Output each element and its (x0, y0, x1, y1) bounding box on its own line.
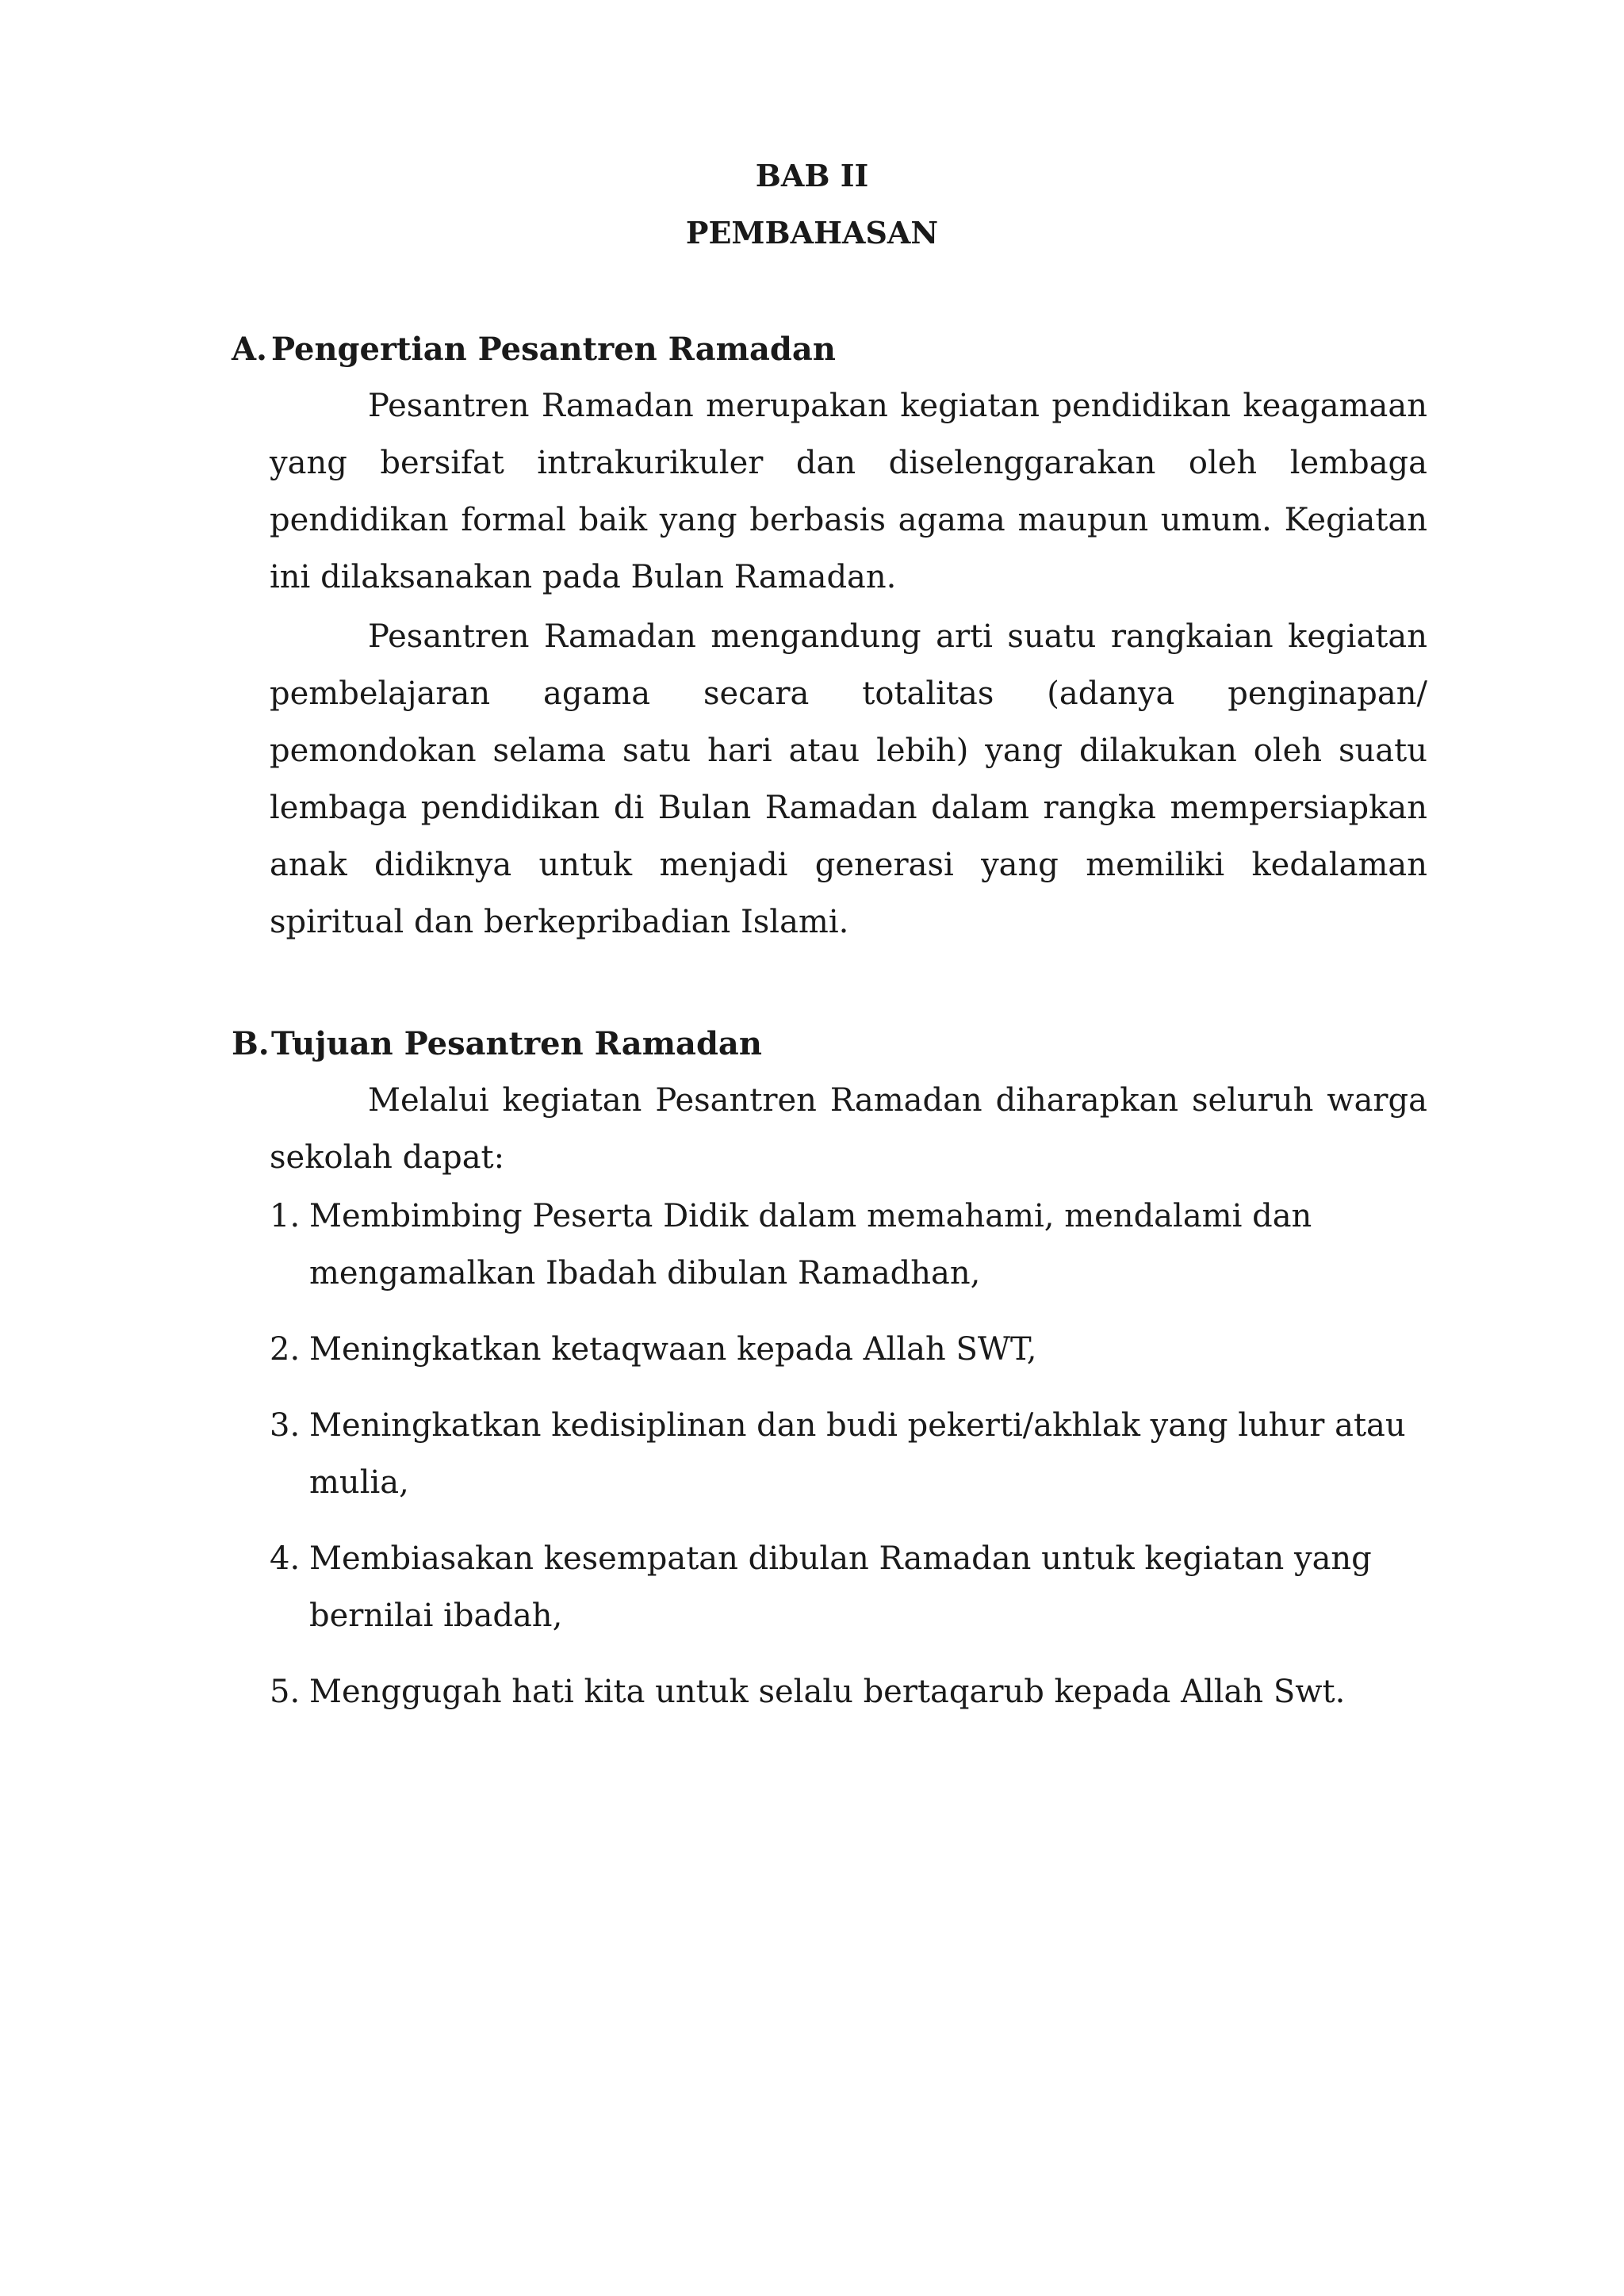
section-a-paragraph-1: Pesantren Ramadan merupakan kegiatan pendidikan keagamaan yang bersifat intrakurikuler dan diselenggarakan oleh lembaga pendidikan formal baik yang berbasis agama maupun umum. Kegiatan ini dilaksanakan pada Bulan Ramadan. (270, 388, 1427, 595)
chapter-number: BAB II (755, 158, 869, 193)
list-item-number: 5. (270, 1674, 301, 1710)
list-item-text: Meningkatkan ketaqwaan kepada Allah SWT, (309, 1331, 1037, 1368)
list-item-number: 3. (270, 1407, 301, 1444)
section-a-heading (232, 331, 836, 368)
section-b-letter: B. (232, 1025, 270, 1062)
list-item-number: 1. (270, 1198, 301, 1234)
list-item (270, 1397, 1443, 1511)
section-a-paragraph-2: Pesantren Ramadan mengandung arti suatu rangkaian kegiatan pembelajaran agama secara totalitas (adanya penginapan/ pemondokan selama satu hari atau lebih) yang dilakukan oleh suatu lembaga pendidikan di Bulan Ramadan dalam rangka mempersiapkan anak didiknya untuk menjadi generasi yang memiliki kedalaman spiritual dan berkepribadian Islami. (270, 618, 1427, 940)
section-b-title: Tujuan Pesantren Ramadan (271, 1025, 762, 1062)
section-b-heading (232, 1025, 762, 1062)
list-item (270, 1321, 1443, 1378)
list-item-number: 4. (270, 1540, 301, 1577)
list-item-text: Meningkatkan kedisiplinan dan budi pekerti/akhlak yang luhur atau mulia, (309, 1407, 1406, 1501)
list-item (270, 1530, 1443, 1644)
section-b-intro: Melalui kegiatan Pesantren Ramadan diharapkan seluruh warga sekolah dapat: (270, 1082, 1427, 1176)
list-item (270, 1663, 1443, 1720)
objectives-list (270, 1188, 1443, 1739)
list-item-text: Membiasakan kesempatan dibulan Ramadan untuk kegiatan yang bernilai ibadah, (309, 1540, 1372, 1634)
section-a-title: Pengertian Pesantren Ramadan (271, 331, 836, 368)
section-a-letter: A. (232, 331, 267, 368)
chapter-title: PEMBAHASAN (685, 215, 939, 251)
list-item-number: 2. (270, 1331, 301, 1368)
list-item (270, 1188, 1443, 1302)
list-item-text: Membimbing Peserta Didik dalam memahami, mendalami dan mengamalkan Ibadah dibulan Ramadhan, (309, 1198, 1312, 1292)
list-item-text: Menggugah hati kita untuk selalu bertaqarub kepada Allah Swt. (309, 1674, 1346, 1710)
